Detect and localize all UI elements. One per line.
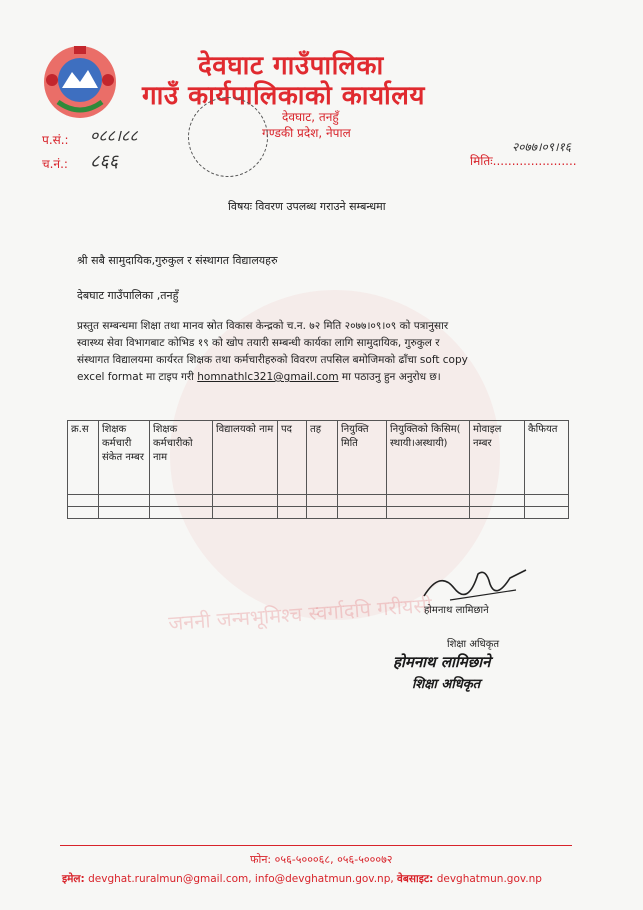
nepal-emblem-icon [38, 40, 122, 124]
footer-emails[interactable]: devghat.ruralmun@gmail.com, info@devghatmun.gov.np, [88, 873, 394, 885]
recipient-line-2: देबघाट गाउँपालिका ,तनहुँ [77, 289, 179, 302]
body-line-1: प्रस्तुत सम्बन्धमा शिक्षा तथा मानव स्रोत विकास केन्द्रको च.न. ७२ मिति २०७७।०९।०९ को पत्रानुसार [77, 320, 449, 332]
seal-title: शिक्षा अधिकृत [412, 677, 481, 692]
email-link[interactable]: homnathlc321@gmail.com [197, 371, 339, 383]
table-header-cell: नियुक्तिको किसिम( स्थायी।अस्थायी) [387, 421, 470, 495]
office-stamp [188, 97, 268, 177]
footer-email-label: इमेल: [62, 873, 85, 885]
chalani-value: ८६६ [90, 151, 119, 172]
date-value: २०७७।०९।१६ [512, 140, 572, 154]
seal-name: होमनाथ लामिछाने [393, 653, 491, 671]
subject-line: विषयः विवरण उपलब्ध गराउने सम्बन्धमा [228, 200, 386, 213]
table-header-cell: शिक्षक कर्मचारी संकेत नम्बर [99, 421, 150, 495]
table-row [68, 507, 569, 519]
table-header-cell: क्र.स [68, 421, 99, 495]
office-title: गाउँ कार्यपालिकाको कार्यालय [142, 81, 425, 111]
table-row [68, 495, 569, 507]
staff-details-table [67, 420, 569, 519]
watermark-motto: जननी जन्मभूमिश्च स्वर्गादपि गरीयसी [167, 592, 433, 636]
date-label: मितिः...................... [470, 154, 577, 168]
footer-divider [60, 845, 572, 846]
signatory-title: शिक्षा अधिकृत [447, 639, 500, 650]
body-line-2: स्वास्थ्य सेवा विभागबाट कोभिड १९ को खोप तयारी सम्बन्धी कार्यका लागि सामुदायिक, गुरुकुल र [77, 337, 440, 349]
footer-phone: फोन: ०५६-५०००६८, ०५६-५०००७२ [250, 853, 393, 866]
body-line-4-pre: excel format मा टाइप गरी [77, 371, 194, 383]
footer-contact [62, 872, 542, 886]
patra-label: प.सं.: [42, 133, 69, 147]
footer-website-label: वेबसाइट: [397, 873, 434, 885]
table-header-row [68, 421, 569, 495]
signatory-name: होमनाथ लामिछाने [424, 605, 489, 616]
table-header-cell: कैफियत [525, 421, 569, 495]
municipality-title: देवघाट गाउँपालिका [198, 51, 384, 81]
body-line-4 [77, 369, 567, 386]
address-line-2: गण्डकी प्रदेश, नेपाल [262, 126, 351, 140]
body-line-4-post: मा पठाउनु हुन अनुरोध छ। [341, 371, 441, 383]
table-header-cell: शिक्षक कर्मचारीको नाम [150, 421, 213, 495]
recipient-line-1: श्री सबै सामुदायिक,गुरुकुल र संस्थागत विद्यालयहरु [77, 254, 278, 267]
footer-website[interactable]: devghatmun.gov.np [436, 873, 542, 885]
address-line-1: देवघाट, तनहुँ [282, 110, 339, 124]
body-paragraph [77, 318, 567, 386]
table-header-cell: नियुक्ति मिति [338, 421, 387, 495]
table-header-cell: तह [307, 421, 338, 495]
table-header-cell: मोवाइल नम्बर [470, 421, 525, 495]
body-line-3: संस्थागत विद्यालयमा कार्यरत शिक्षक तथा कर्मचारीहरुको विवरण तपसिल बमोजिमको ढाँचा soft copy [77, 354, 468, 366]
table-header-cell: पद [278, 421, 307, 495]
table-header-cell: विद्यालयको नाम [213, 421, 278, 495]
signature-scribble [420, 560, 530, 602]
chalani-label: च.नं.: [42, 157, 68, 171]
patra-value: ०८८।८८ [90, 126, 138, 145]
